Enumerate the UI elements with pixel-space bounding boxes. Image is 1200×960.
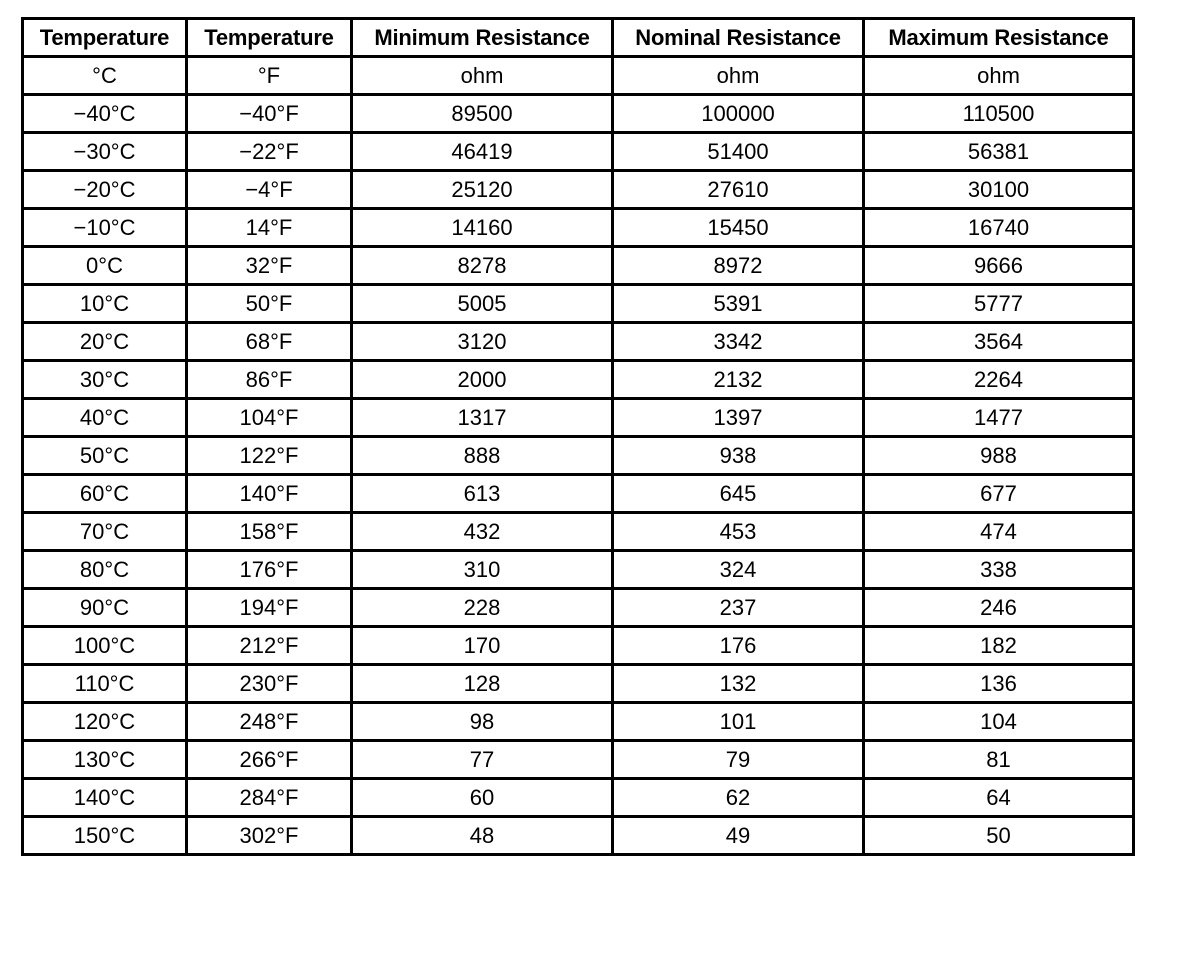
- cell-temperature-c: 150°C: [23, 817, 187, 855]
- header-temperature-f: Temperature: [187, 19, 352, 57]
- table-row: [23, 95, 1134, 133]
- cell-minimum-resistance: 2000: [352, 361, 613, 399]
- cell-temperature-f: 266°F: [187, 741, 352, 779]
- cell-nominal-resistance: 15450: [613, 209, 864, 247]
- cell-temperature-c: 60°C: [23, 475, 187, 513]
- cell-temperature-f: 32°F: [187, 247, 352, 285]
- cell-nominal-resistance: 62: [613, 779, 864, 817]
- cell-maximum-resistance: 3564: [864, 323, 1134, 361]
- cell-maximum-resistance: 1477: [864, 399, 1134, 437]
- cell-temperature-c: 130°C: [23, 741, 187, 779]
- cell-nominal-resistance: 938: [613, 437, 864, 475]
- unit-ohm-max: ohm: [864, 57, 1134, 95]
- cell-minimum-resistance: 8278: [352, 247, 613, 285]
- resistance-table: [21, 17, 1135, 856]
- cell-minimum-resistance: 310: [352, 551, 613, 589]
- cell-nominal-resistance: 27610: [613, 171, 864, 209]
- cell-maximum-resistance: 30100: [864, 171, 1134, 209]
- table-header: [23, 19, 1134, 95]
- cell-temperature-f: 122°F: [187, 437, 352, 475]
- cell-minimum-resistance: 46419: [352, 133, 613, 171]
- cell-maximum-resistance: 56381: [864, 133, 1134, 171]
- cell-nominal-resistance: 79: [613, 741, 864, 779]
- cell-maximum-resistance: 5777: [864, 285, 1134, 323]
- cell-minimum-resistance: 25120: [352, 171, 613, 209]
- cell-temperature-f: 248°F: [187, 703, 352, 741]
- cell-temperature-f: 230°F: [187, 665, 352, 703]
- cell-temperature-c: 80°C: [23, 551, 187, 589]
- cell-temperature-f: 194°F: [187, 589, 352, 627]
- cell-minimum-resistance: 228: [352, 589, 613, 627]
- cell-nominal-resistance: 51400: [613, 133, 864, 171]
- cell-maximum-resistance: 246: [864, 589, 1134, 627]
- cell-temperature-f: 68°F: [187, 323, 352, 361]
- cell-minimum-resistance: 3120: [352, 323, 613, 361]
- cell-temperature-f: 302°F: [187, 817, 352, 855]
- cell-temperature-f: 212°F: [187, 627, 352, 665]
- table-row: [23, 133, 1134, 171]
- cell-temperature-f: 50°F: [187, 285, 352, 323]
- unit-fahrenheit: °F: [187, 57, 352, 95]
- cell-minimum-resistance: 77: [352, 741, 613, 779]
- table-row: [23, 399, 1134, 437]
- table-row: [23, 779, 1134, 817]
- cell-minimum-resistance: 432: [352, 513, 613, 551]
- cell-temperature-c: 70°C: [23, 513, 187, 551]
- cell-nominal-resistance: 101: [613, 703, 864, 741]
- cell-nominal-resistance: 324: [613, 551, 864, 589]
- cell-temperature-c: 140°C: [23, 779, 187, 817]
- cell-temperature-c: 120°C: [23, 703, 187, 741]
- cell-temperature-f: 14°F: [187, 209, 352, 247]
- table-row: [23, 627, 1134, 665]
- cell-maximum-resistance: 2264: [864, 361, 1134, 399]
- cell-minimum-resistance: 48: [352, 817, 613, 855]
- header-row: [23, 19, 1134, 57]
- cell-minimum-resistance: 1317: [352, 399, 613, 437]
- cell-temperature-c: −30°C: [23, 133, 187, 171]
- cell-temperature-c: 90°C: [23, 589, 187, 627]
- cell-minimum-resistance: 5005: [352, 285, 613, 323]
- table-row: [23, 171, 1134, 209]
- table-row: [23, 513, 1134, 551]
- cell-maximum-resistance: 136: [864, 665, 1134, 703]
- cell-minimum-resistance: 613: [352, 475, 613, 513]
- cell-maximum-resistance: 64: [864, 779, 1134, 817]
- cell-nominal-resistance: 8972: [613, 247, 864, 285]
- cell-temperature-c: −20°C: [23, 171, 187, 209]
- cell-maximum-resistance: 677: [864, 475, 1134, 513]
- cell-minimum-resistance: 888: [352, 437, 613, 475]
- table-body: [23, 95, 1134, 855]
- cell-temperature-c: 20°C: [23, 323, 187, 361]
- table-row: [23, 323, 1134, 361]
- cell-temperature-c: 0°C: [23, 247, 187, 285]
- cell-temperature-c: 40°C: [23, 399, 187, 437]
- cell-temperature-c: −40°C: [23, 95, 187, 133]
- table-row: [23, 209, 1134, 247]
- cell-nominal-resistance: 5391: [613, 285, 864, 323]
- cell-maximum-resistance: 182: [864, 627, 1134, 665]
- cell-maximum-resistance: 16740: [864, 209, 1134, 247]
- cell-nominal-resistance: 132: [613, 665, 864, 703]
- cell-nominal-resistance: 3342: [613, 323, 864, 361]
- cell-minimum-resistance: 89500: [352, 95, 613, 133]
- cell-maximum-resistance: 9666: [864, 247, 1134, 285]
- unit-ohm-min: ohm: [352, 57, 613, 95]
- cell-temperature-f: 104°F: [187, 399, 352, 437]
- cell-temperature-f: 158°F: [187, 513, 352, 551]
- cell-temperature-c: 30°C: [23, 361, 187, 399]
- cell-nominal-resistance: 2132: [613, 361, 864, 399]
- header-nominal-resistance: Nominal Resistance: [613, 19, 864, 57]
- cell-maximum-resistance: 474: [864, 513, 1134, 551]
- cell-temperature-c: 50°C: [23, 437, 187, 475]
- header-maximum-resistance: Maximum Resistance: [864, 19, 1134, 57]
- cell-temperature-f: −4°F: [187, 171, 352, 209]
- table-row: [23, 475, 1134, 513]
- table-row: [23, 817, 1134, 855]
- header-temperature-c: Temperature: [23, 19, 187, 57]
- table-row: [23, 589, 1134, 627]
- cell-minimum-resistance: 14160: [352, 209, 613, 247]
- cell-maximum-resistance: 988: [864, 437, 1134, 475]
- resistance-table-container: [21, 17, 1132, 856]
- unit-ohm-nominal: ohm: [613, 57, 864, 95]
- cell-maximum-resistance: 81: [864, 741, 1134, 779]
- cell-nominal-resistance: 100000: [613, 95, 864, 133]
- cell-nominal-resistance: 645: [613, 475, 864, 513]
- cell-nominal-resistance: 49: [613, 817, 864, 855]
- cell-nominal-resistance: 453: [613, 513, 864, 551]
- units-row: [23, 57, 1134, 95]
- cell-minimum-resistance: 128: [352, 665, 613, 703]
- cell-minimum-resistance: 170: [352, 627, 613, 665]
- cell-nominal-resistance: 1397: [613, 399, 864, 437]
- table-row: [23, 247, 1134, 285]
- cell-temperature-f: 140°F: [187, 475, 352, 513]
- cell-minimum-resistance: 98: [352, 703, 613, 741]
- cell-temperature-f: 284°F: [187, 779, 352, 817]
- cell-temperature-f: −22°F: [187, 133, 352, 171]
- cell-temperature-c: −10°C: [23, 209, 187, 247]
- cell-nominal-resistance: 176: [613, 627, 864, 665]
- table-row: [23, 741, 1134, 779]
- cell-temperature-f: 86°F: [187, 361, 352, 399]
- cell-maximum-resistance: 50: [864, 817, 1134, 855]
- table-row: [23, 551, 1134, 589]
- unit-celsius: °C: [23, 57, 187, 95]
- cell-minimum-resistance: 60: [352, 779, 613, 817]
- cell-temperature-c: 110°C: [23, 665, 187, 703]
- cell-temperature-f: 176°F: [187, 551, 352, 589]
- table-row: [23, 703, 1134, 741]
- cell-maximum-resistance: 110500: [864, 95, 1134, 133]
- table-row: [23, 361, 1134, 399]
- cell-temperature-f: −40°F: [187, 95, 352, 133]
- table-row: [23, 665, 1134, 703]
- cell-maximum-resistance: 104: [864, 703, 1134, 741]
- cell-temperature-c: 100°C: [23, 627, 187, 665]
- table-row: [23, 285, 1134, 323]
- header-minimum-resistance: Minimum Resistance: [352, 19, 613, 57]
- cell-maximum-resistance: 338: [864, 551, 1134, 589]
- cell-temperature-c: 10°C: [23, 285, 187, 323]
- cell-nominal-resistance: 237: [613, 589, 864, 627]
- table-row: [23, 437, 1134, 475]
